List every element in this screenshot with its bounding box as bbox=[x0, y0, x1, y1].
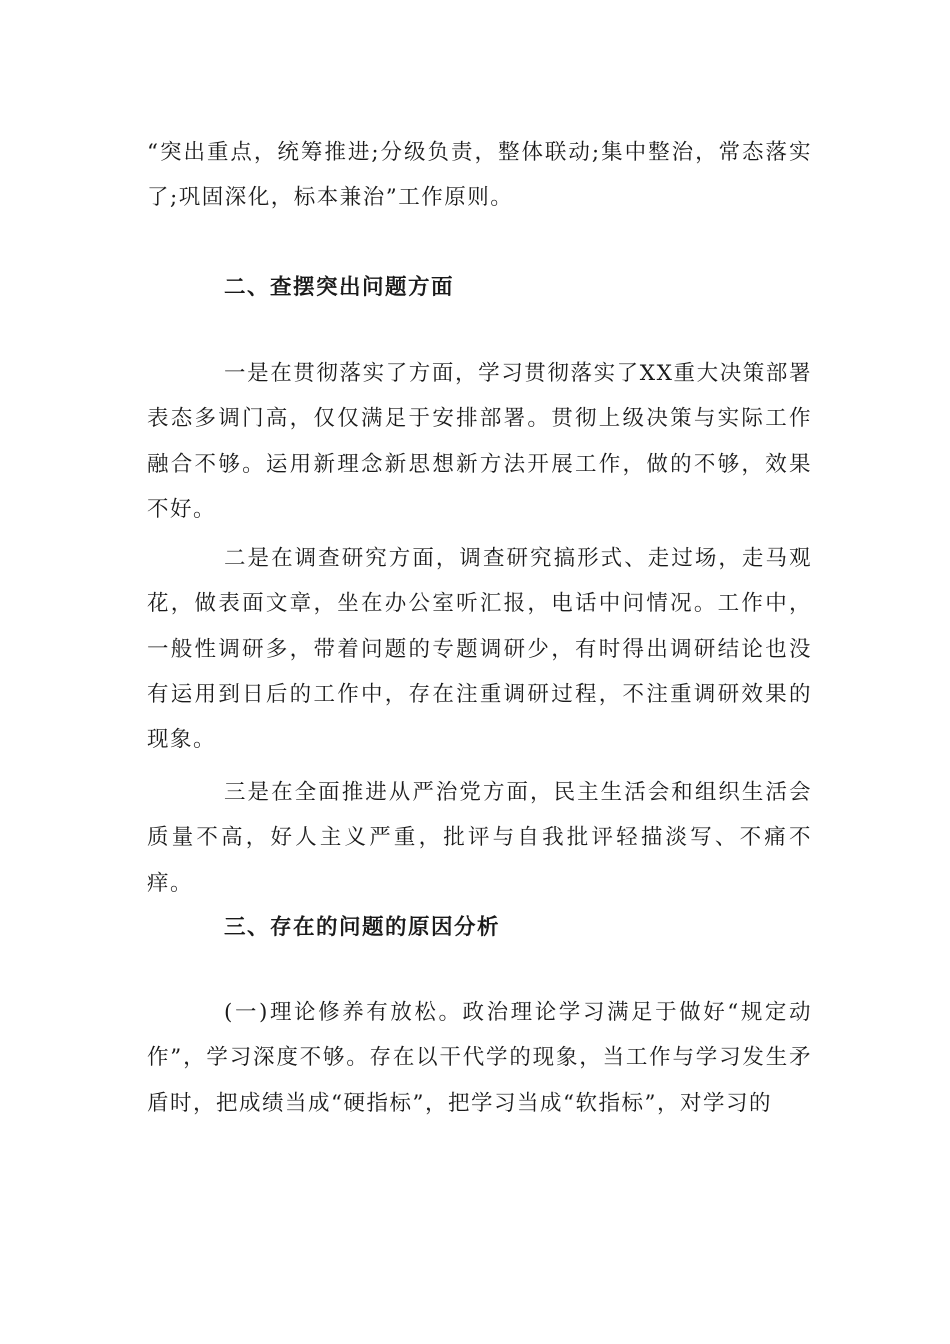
paragraph-theory-cause: (一)理论修养有放松。政治理论学习满足于做好“规定动作”，学习深度不够。存在以干代学的现象，当工作与学习发生矛盾时，把成绩当成“硬指标”，把学习当成“软指标”，对学习的 bbox=[147, 1000, 812, 1116]
section-heading-3: 三、存在的问题的原因分析 bbox=[224, 915, 501, 940]
paragraph-research-issue: 二是在调查研究方面，调查研究搞形式、走过场，走马观花，做表面文章，坐在办公室听汇报，电话中问情况。工作中，一般性调研多，带着问题的专题调研少，有时得出调研结论也没有运用到日后的工作中，存在注重调研过程，不注重调研效果的现象。 bbox=[147, 546, 812, 753]
paragraph-implementation-issue: 一是在贯彻落实了方面，学习贯彻落实了XX重大决策部署表态多调门高，仅仅满足于安排部署。贯彻上级决策与实际工作融合不够。运用新理念新思想新方法开展工作，做的不够，效果不好。 bbox=[147, 361, 812, 522]
section-heading-2: 二、查摆突出问题方面 bbox=[224, 275, 455, 300]
paragraph-party-discipline-issue: 三是在全面推进从严治党方面，民主生活会和组织生活会质量不高，好人主义严重，批评与自我批评轻描淡写、不痛不痒。 bbox=[147, 780, 812, 896]
paragraph-work-principles: “突出重点，统筹推进;分级负责，整体联动;集中整治，常态落实了;巩固深化，标本兼治”工作原则。 bbox=[147, 140, 812, 211]
